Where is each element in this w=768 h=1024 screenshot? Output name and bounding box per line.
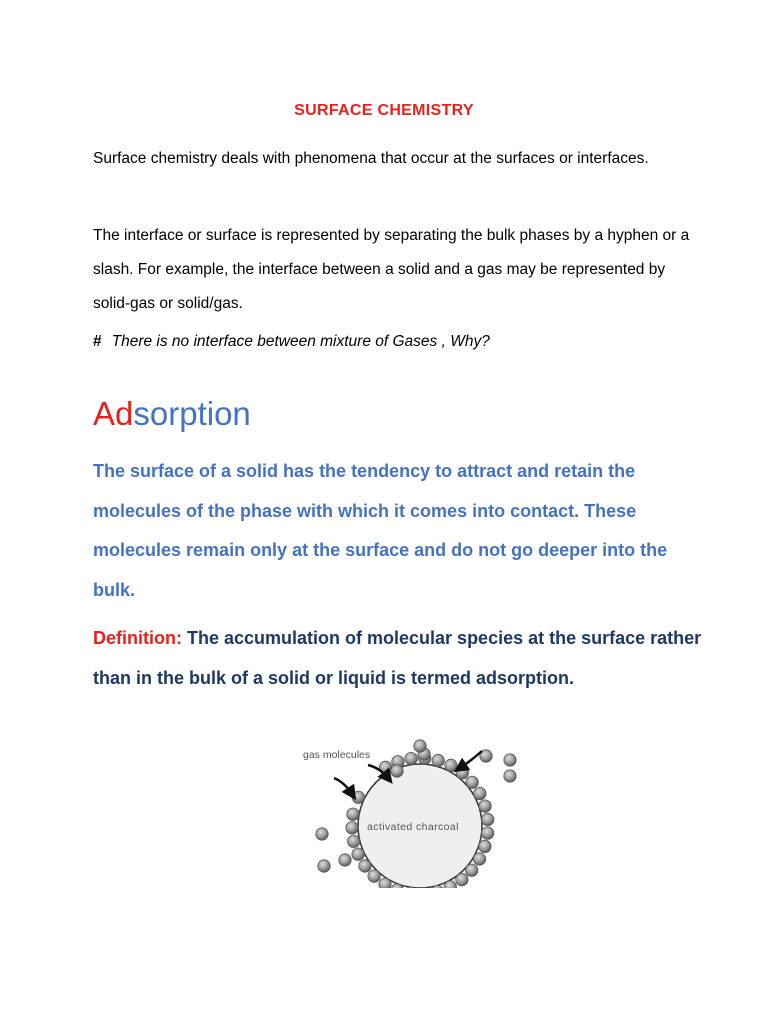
- molecule-icon: [352, 848, 364, 860]
- molecule-icon: [466, 864, 478, 876]
- molecule-icon: [432, 754, 444, 766]
- definition-text: The accumulation of molecular species at the surface rather than in the bulk of a solid or liquid is termed adsorption.: [93, 628, 702, 688]
- molecule-icon: [405, 752, 417, 764]
- molecule-icon: [346, 822, 358, 834]
- definition-paragraph: [93, 619, 713, 698]
- molecule-icon: [479, 840, 491, 852]
- molecule-icon: [414, 740, 426, 752]
- page-title: SURFACE CHEMISTRY: [294, 102, 474, 119]
- molecule-icon: [347, 808, 359, 820]
- molecule-icon: [474, 787, 486, 799]
- molecule-icon: [352, 791, 364, 803]
- molecule-icon: [481, 827, 493, 839]
- molecule-icon: [473, 853, 485, 865]
- molecule-icon: [391, 765, 403, 777]
- molecule-icon: [318, 860, 330, 872]
- note-text: There is no interface between mixture of Gases , Why?: [111, 333, 490, 350]
- molecule-icon: [504, 770, 516, 782]
- molecule-icon: [479, 800, 491, 812]
- molecule-icon: [456, 767, 468, 779]
- note-marker: #: [93, 333, 102, 350]
- arrow-icon: [334, 778, 352, 794]
- molecule-icon: [368, 870, 380, 882]
- adsorption-diagram: [300, 738, 530, 888]
- activated-charcoal-label: activated charcoal: [367, 821, 459, 833]
- adsorption-description: The surface of a solid has the tendency to attract and retain the molecules of the phase with which it comes into contact. These molecules remain only at the surface and do not go deeper into the bulk.: [93, 461, 668, 600]
- molecule-icon: [316, 828, 328, 840]
- molecule-icon: [482, 813, 494, 825]
- molecule-icon: [348, 835, 360, 847]
- molecule-icon: [359, 860, 371, 872]
- heading-prefix: Ad: [93, 395, 134, 432]
- heading-suffix: sorption: [133, 395, 251, 432]
- definition-label: Definition:: [93, 628, 182, 648]
- molecule-icon: [504, 754, 516, 766]
- molecule-icon: [339, 854, 351, 866]
- interface-paragraph: The interface or surface is represented by separating the bulk phases by a hyphen or a slash. For example, the interface between a solid and a gas may be represented by solid-gas or solid/gas.: [93, 227, 690, 312]
- adsorption-heading: [93, 388, 251, 440]
- arrow-icon: [460, 751, 482, 768]
- molecule-icon: [466, 776, 478, 788]
- molecule-icon: [456, 873, 468, 885]
- molecule-icon: [379, 878, 391, 888]
- molecule-icon: [445, 759, 457, 771]
- gas-molecules-label: gas molecules: [303, 749, 371, 761]
- question-note: [93, 333, 490, 351]
- intro-paragraph: Surface chemistry deals with phenomena that occur at the surfaces or interfaces.: [93, 150, 649, 167]
